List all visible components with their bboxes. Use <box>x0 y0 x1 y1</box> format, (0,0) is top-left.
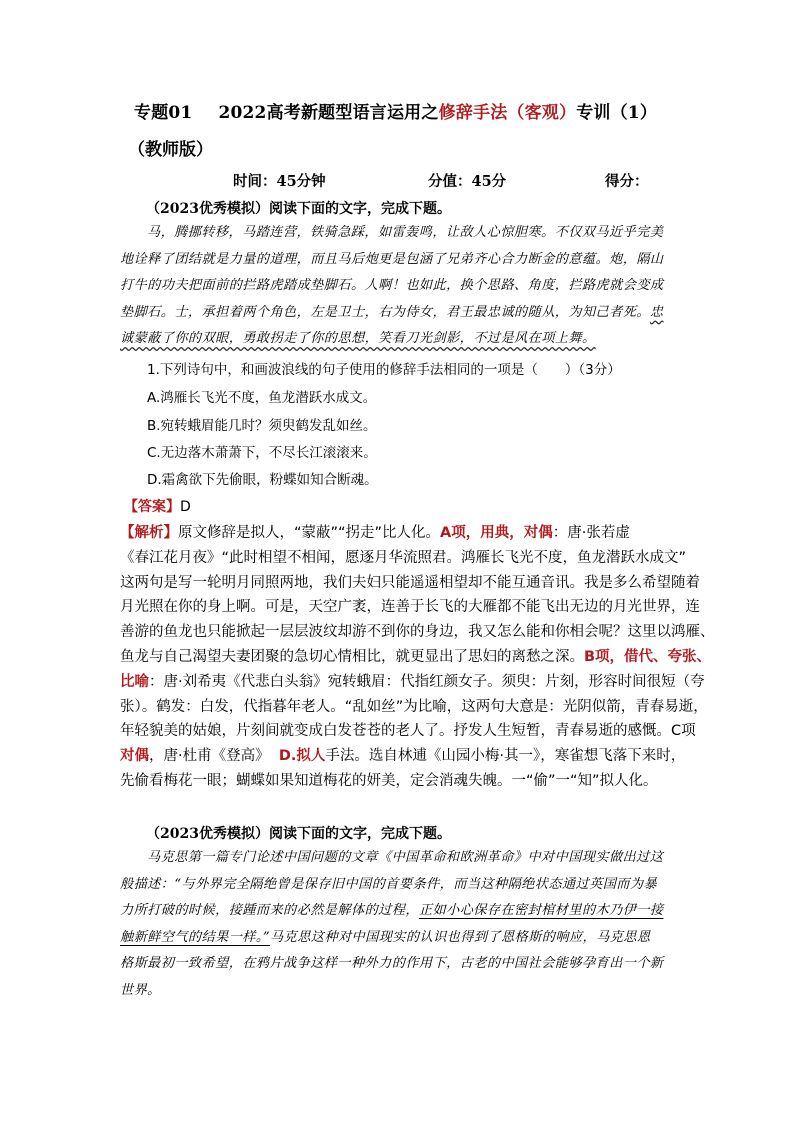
underlined-text: 触新鲜空气的结果一样。” <box>120 929 271 945</box>
passage-line <box>120 326 680 353</box>
analysis-text: ，唐·杜甫《登高》 <box>149 748 270 765</box>
analysis-line: 张）。鹤发：白发，代指暮年老人。“乱如丝”为比喻，这两句大意是：光阴似箭，青春易逝， <box>120 698 708 715</box>
analysis-line <box>120 645 712 670</box>
passage-text: 力所打破的时候，接踵而来的必然是解体的过程， <box>120 903 419 918</box>
section1-intro: （2023优秀模拟）阅读下面的文字，完成下题。 <box>146 201 451 217</box>
option-a: A.鸿雁长飞光不度，鱼龙潜跃水成文。 <box>147 390 377 406</box>
analysis-highlight: 对偶 <box>120 748 149 765</box>
answer-row <box>124 496 191 516</box>
answer-value: D <box>180 499 191 515</box>
meta-time: 时间：45分钟 <box>233 173 326 190</box>
document-title <box>134 98 657 123</box>
section1-passage <box>120 220 680 353</box>
passage-line <box>120 925 680 952</box>
passage-line: 马克思第一篇专门论述中国问题的文章《中国革命和欧洲革命》中对中国现实做出过这 <box>147 850 664 865</box>
wavy-underline-text: 诚蒙蔽了你的双眼，勇敢拐走了你的思想，笑看刀光剑影，不过是风在项上舞。 <box>120 331 596 346</box>
section2-intro: （2023优秀模拟）阅读下面的文字，完成下题。 <box>146 826 451 842</box>
passage-text: 垫脚石。士，承担着两个角色，左是卫士，右为侍女，君王最忠诚的随从，为知己者死。 <box>120 304 650 320</box>
passage-line: 马，腾挪转移，马踏连营，铁骑急踩，如雷轰鸣，让敌人心惊胆寒。不仅双马近乎完美 <box>147 225 664 240</box>
analysis-highlight: D.拟人 <box>278 748 326 765</box>
analysis-text: ：唐·张若虚 <box>552 525 630 541</box>
option-c: C.无边落木萧萧下，不尽长江滚滚来。 <box>147 445 377 461</box>
passage-text: 马克思这种对中国现实的认识也得到了恩格斯的响应，马克思恩 <box>270 929 651 945</box>
question-1: 1.下列诗句中，和画波浪线的句子使用的修辞手法相同的一项是（ ）（3分） <box>147 362 621 378</box>
underlined-text: 正如小心保存在密封棺材里的木乃伊一接 <box>418 903 664 918</box>
title-highlight: 修辞手法（客观） <box>438 103 577 123</box>
analysis-line <box>120 744 692 769</box>
analysis-text: 鱼龙与自己渴望夫妻团聚的急切心情相比，就更显出了思妇的离愁之深。 <box>120 648 584 665</box>
analysis-line: 《春江花月夜》“此时相望不相闻，愿逐月华流照君。鸿雁长飞光不度，鱼龙潜跃水成文” <box>120 549 687 566</box>
analysis-text: 手法。选自林逋《山园小梅·其一》，寒雀想飞落下来时， <box>325 748 686 765</box>
analysis-tag: 【解析】 <box>120 525 178 541</box>
analysis-line: 先偷看梅花一眼；蝴蝶如果知道梅花的妍美，定会消魂失魄。一“偷”一“知”拟人化。 <box>120 772 658 789</box>
passage-line: 世界。 <box>120 982 161 998</box>
answer-tag: 【答案】 <box>124 499 180 515</box>
title-prefix: 专题01 <box>134 103 193 123</box>
passage-line: 地诠释了团结就是力量的道理，而且马后炮更是包涵了兄弟齐心合力断金的意蕴。炮，隔山 <box>120 251 664 267</box>
passage-line: 格斯最初一致希望，在鸦片战争这样一种外力的作用下，古老的中国社会能够孕育出一个新 <box>120 956 664 971</box>
analysis-line: 这两句是写一轮明月同照两地，我们夫妇只能遥遥相望却不能互通音讯。我是多么希望随着 <box>120 574 700 591</box>
analysis-line: 月光照在你的身上啊。可是，天空广袤，连善于长飞的大雁都不能飞出无边的月光世界，连 <box>120 599 700 616</box>
meta-result: 得分： <box>605 173 649 190</box>
title-suffix: 专训（1） <box>576 103 658 123</box>
analysis-text: 原文修辞是拟人，“蒙蔽”“拐走”比人化。 <box>178 525 441 541</box>
wavy-underline-text: 忠 <box>649 304 664 320</box>
analysis-highlight: B项，借代、夸张、 <box>584 648 712 665</box>
analysis-line: 善游的鱼龙也只能掀起一层层波纹却游不到你的身边，我又怎么能和你相会呢？这里以鸿雁、 <box>120 624 715 641</box>
analysis-block <box>120 521 715 794</box>
passage-line: 打牛的功夫把面前的拦路虎踏成垫脚石。人啊！也如此，换个思路、角度，拦路虎就会变成 <box>120 278 664 293</box>
analysis-text: ：唐·刘希夷《代悲白头翁》宛转蛾眉：代指红颜女子。须臾：片刻，形容时间很短（夸 <box>149 673 705 690</box>
option-b: B.宛转蛾眉能几时？须臾鹤发乱如丝。 <box>147 418 377 434</box>
analysis-line <box>120 670 705 695</box>
analysis-highlight: 比喻 <box>120 673 149 690</box>
analysis-highlight: A项，用典，对偶 <box>440 525 553 541</box>
passage-line: 般描述：“与外界完全隔绝曾是保存旧中国的首要条件，而当这种隔绝状态通过英国而为暴 <box>120 876 658 892</box>
title-edition: （教师版） <box>128 140 213 160</box>
passage-line <box>120 898 680 925</box>
section2-passage <box>120 845 680 1004</box>
option-d: D.霜禽欲下先偷眼，粉蝶如知合断魂。 <box>147 472 378 488</box>
title-main: 2022高考新题型语言运用之 <box>218 103 439 123</box>
analysis-line <box>120 521 692 546</box>
analysis-line: 年轻貌美的姑娘，片刻间就变成白发苍苍的老人了。抒发人生短暂，青春易逝的感慨。C项 <box>120 723 696 740</box>
meta-score: 分值：45分 <box>428 173 507 190</box>
passage-line <box>120 300 680 327</box>
